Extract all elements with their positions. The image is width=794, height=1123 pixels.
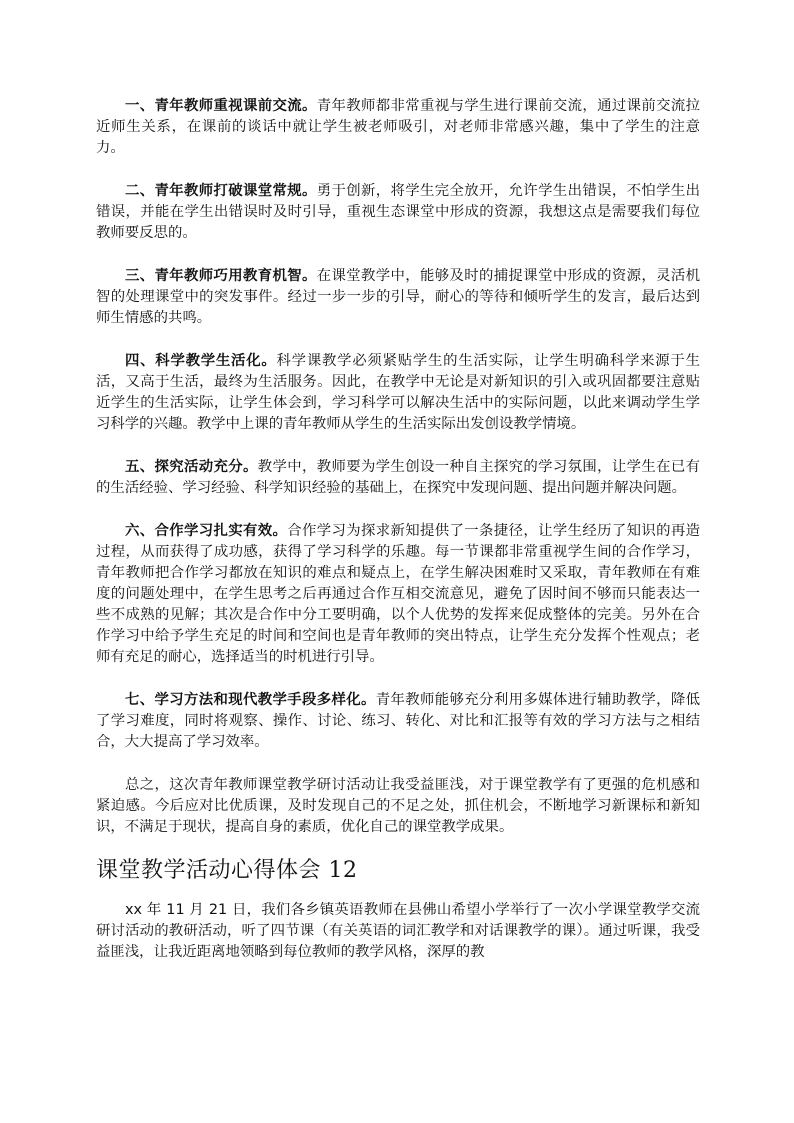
paragraph-3 (96, 266, 700, 329)
section-title: 课堂教学活动心得体会 12 (96, 858, 358, 883)
paragraph-text: 青年教师能够充分利用多媒体进行辅助教学，降低了学习难度，同时将观察、操作、讨论、练习、转化、对比和汇报等有效的学习方法与之相结合，大大提高了学习效率。 (96, 692, 700, 750)
paragraph-heading: 七、学习方法和现代教学手段多样化。 (125, 692, 376, 708)
paragraph-text: 勇于创新，将学生完全放开，允许学生出错误，不怕学生出错误，并能在学生出错误时及时引导，重视生态课堂中形成的资源，我想这点是需要我们每位教师要反思的。 (96, 183, 700, 241)
paragraph-1 (96, 96, 700, 159)
paragraph-text: 合作学习为探求新知提供了一条捷径，让学生经历了知识的再造过程，从而获得了成功感，获得了学习科学的乐趣。每一节课都非常重视学生间的合作学习，青年教师把合作学习都放在知识的难点和疑点上，在学生解决困难时又采取，青年教师在有难度的问题处理中，在学生思考之后再通过合作互相交流意见，避免了因时间不够而只能表达一些不成熟的见解；其次是合作中分工要明确，以个人优势的发挥来促成整体的完美。另外在合作学习中给予学生充足的时间和空间也是青年教师的突出特点，让学生充分发挥个性观点；老师有充足的耐心，选择适当的时机进行引导。 (96, 523, 700, 665)
paragraph-7 (96, 690, 700, 753)
paragraph-text: 总之，这次青年教师课堂教学研讨活动让我受益匪浅，对于课堂教学有了更强的危机感和紧迫感。今后应对比优质课，及时发现自己的不足之处，抓住机会，不断地学习新课标和新知识，不满足于现状，提高自身的素质，优化自己的课堂教学成果。 (96, 777, 700, 835)
paragraph-2 (96, 181, 700, 244)
document-body (96, 96, 700, 985)
paragraph-5 (96, 457, 700, 499)
paragraph-heading: 四、科学教学生活化。 (125, 353, 277, 369)
paragraph-text: 教学中，教师要为学生创设一种自主探究的学习氛围，让学生在已有的生活经验、学习经验、科学知识经验的基础上，在探究中发现问题、提出问题并解决问题。 (96, 459, 700, 496)
final-paragraph: xx 年 11 月 21 日，我们各乡镇英语教师在县佛山希望小学举行了一次小学课堂教学交流研讨活动的教研活动，听了四节课（有关英语的词汇教学和对话课教学的课）。通过听课，我受益匪浅，让我近距离地领略到每位教师的教学风格，深厚的教 (96, 902, 700, 960)
paragraph-text: 科学课教学必须紧贴学生的生活实际，让学生明确科学来源于生活，又高于生活，最终为生活服务。因此，在教学中无论是对新知识的引入或巩固都要注意贴近学生的生活实际，让学生体会到，学习科学可以解决生活中的实际问题，以此来调动学生学习科学的兴趣。教学中上课的青年教师从学生的生活实际出发创设教学情境。 (96, 353, 700, 432)
paragraph-heading: 六、合作学习扎实有效。 (125, 523, 288, 539)
paragraph-4 (96, 351, 700, 435)
paragraph-6 (96, 521, 700, 668)
paragraph-heading: 三、青年教师巧用教育机智。 (125, 268, 317, 284)
paragraph-heading: 一、青年教师重视课前交流。 (125, 98, 317, 114)
paragraph-heading: 二、青年教师打破课堂常规。 (125, 183, 317, 199)
paragraph-heading: 五、探究活动充分。 (125, 459, 258, 475)
paragraph-text: 青年教师都非常重视与学生进行课前交流，通过课前交流拉近师生关系，在课前的谈话中就让学生被老师吸引，对老师非常感兴趣，集中了学生的注意力。 (96, 98, 700, 156)
paragraph-text: 在课堂教学中，能够及时的捕捉课堂中形成的资源，灵活机智的处理课堂中的突发事件。经过一步一步的引导，耐心的等待和倾听学生的发言，最后达到师生情感的共鸣。 (96, 268, 700, 326)
summary-paragraph (96, 775, 700, 838)
